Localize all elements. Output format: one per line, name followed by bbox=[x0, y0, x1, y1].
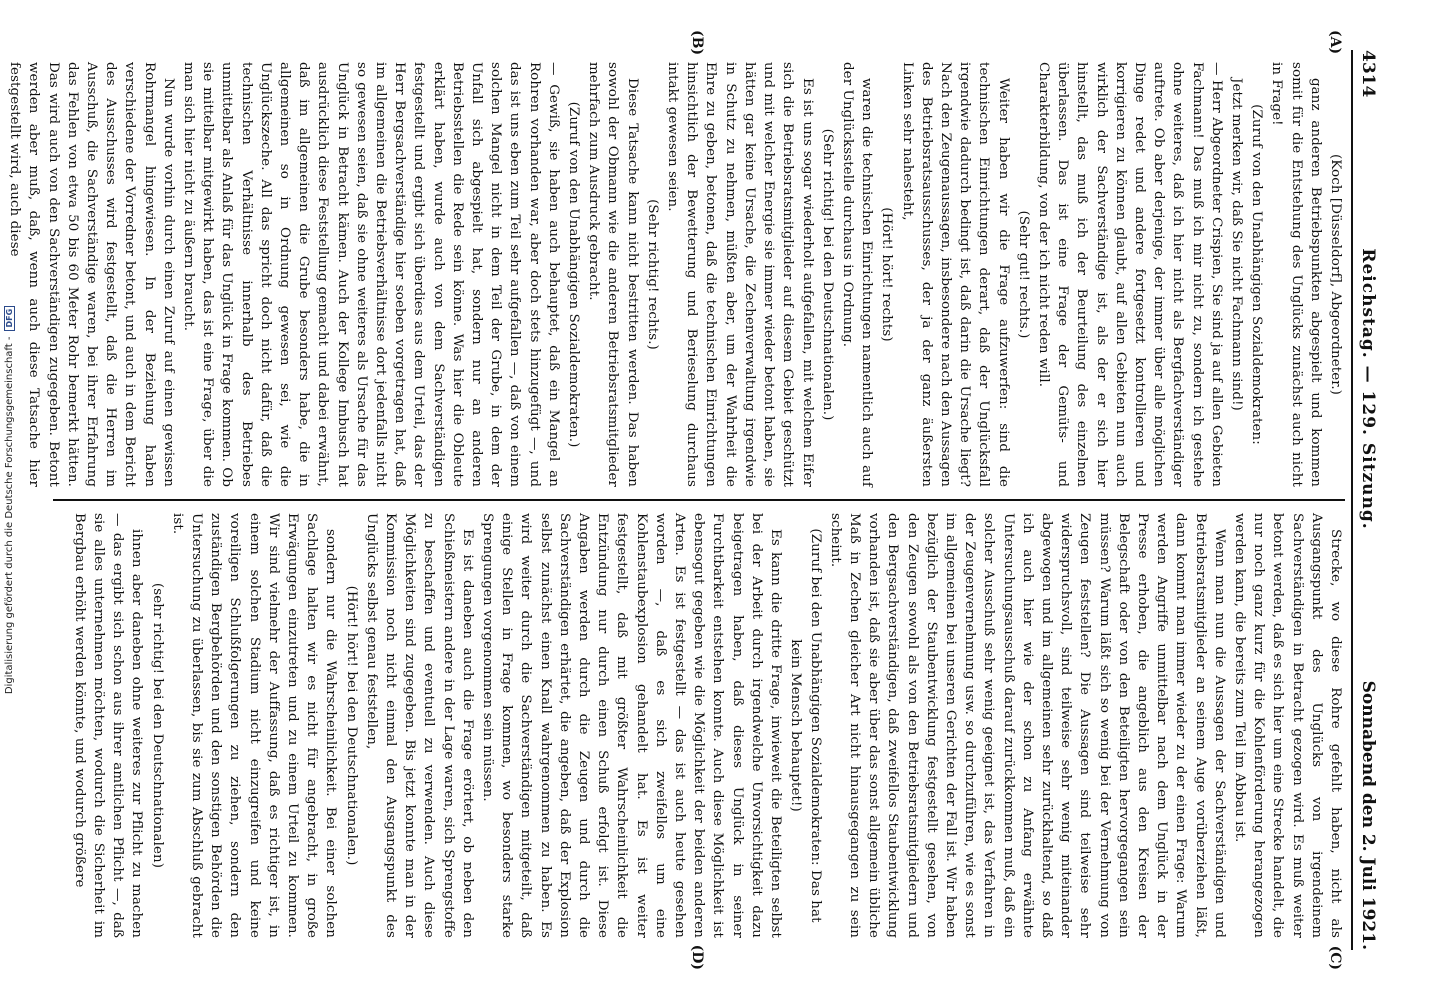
paragraph: sondern nur die Wahrscheinlichkeit. Bei einer solchen Sachlage halten wir es nicht für angebracht, in große Erwägungen einzutreten und zu einem Urteil zu kommen. Wir sind vielmehr der Auffassung, daß es richtiger ist, in einem solchen Stadium nicht einzugreifen und keine voreiligen Schlußfolgerungen zu ziehen, sondern den zuständigen Bergbehörden und den sonstigen Behörden die Untersuchung zu überlassen, bis sie zum Abschluß gebracht ist. bbox=[169, 513, 339, 938]
paragraph: (Sehr richtig! rechts.) bbox=[644, 199, 660, 350]
right-column-body bbox=[70, 513, 1345, 938]
page-date: Sonnabend den 2. Juli 1921. bbox=[1358, 680, 1378, 950]
margin-marker-d: (D) bbox=[689, 944, 705, 970]
dfg-logo: DFG bbox=[4, 306, 15, 331]
paragraph: Jetzt merken wir, daß Sie nicht Fachmann sind!) bbox=[1228, 78, 1244, 411]
paragraph: Nun wurde vorhin durch einen Zuruf auf einen gewissen Rohrmangel hingewiesen. In der Beziehung haben verschiedene der Vorredner betont, und auch in dem Bericht des Ausschusses wird festgestellt, daß die Herren im Ausschuß, die Sachverständige waren, bei ihrer Erfahrung das Fehlen von etwa 50 bis 60 Meter Rohr bemerkt hätten. Das wird auch von den Sachverständigen zugegeben. Betont werden aber muß, daß, wenn auch diese Tatsache hier festgestellt wird, auch diese bbox=[7, 62, 176, 487]
credit-text: Digitalisierung gefördert durch die Deutsche Forschungsgemeinschaft - bbox=[3, 336, 15, 695]
paragraph: (Zuruf von den Unabhängigen Sozialdemokraten.) bbox=[566, 101, 582, 448]
margin-marker-b: (B) bbox=[689, 30, 705, 56]
paragraph: — Herr Abgeordneter Crispien, Sie sind ja auf allen Gebieten Fachmann! Das muß ich mir nicht zu, sondern ich gestehe ohne weiteres, daß ich hier nicht als Bergfachverständiger auftrete. Ob aber derjenige, der immer über alle möglichen Dinge redet und andere fortgesetzt kontrollieren und korrigieren zu können glaubt, auf allen Gebieten nun auch wirklich der Sachverständige ist, als der er sich hier hinstellt, das muß ich der Beurteilung des einzelnen überlassen. Das ist eine Frage der Gemüts- und Charakterbildung, von der ich nicht reden will. bbox=[1035, 62, 1224, 487]
paragraph: (Zuruf bei den Unabhängigen Sozialdemokraten: Das hat kein Mensch behauptet!) bbox=[788, 528, 823, 923]
page-title: Reichstag. — 129. Sitzung. bbox=[1358, 248, 1378, 530]
right-column bbox=[53, 501, 1345, 970]
paragraph: Diese Tatsache kann nicht bestritten werden. Das haben sowohl der Obmann wie die anderen Betriebsratsmitglieder mehrfach zum Ausdruck gebracht. bbox=[586, 62, 640, 487]
page-number: 4314 bbox=[1358, 50, 1378, 98]
paragraph: waren die technischen Einrichtungen namentlich auch auf der Unglücksstelle durchaus in Ordnung. bbox=[839, 62, 875, 487]
paragraph: Strecke, wo diese Rohre gefehlt haben, nicht als Ausgangspunkt des Unglücks von irgendeinem Sachverständigen in Betracht gezogen wird. Es muß weiter betont werden, daß es sich hier um eine Strecke handelt, die nur noch ganz kurz für die Kohlenförderung herangezogen werden kann, die bereits zum Teil im Abbau ist. bbox=[1231, 513, 1343, 938]
margin-marker-a: (A) bbox=[1327, 30, 1343, 55]
paragraph: Wenn man nun die Aussagen der Sachverständigen und Betriebsratsmitglieder an seinem Auge vorüberziehen läßt, dann kommt man immer wieder zu der einen Frage: Warum werden Angriffe unmittelbar nach dem Unglück in der Presse erhoben, die angeblich aus den Kreisen der Belegschaft oder von den Beteiligten hervorgegangen sein müssen? Warum läßt sich so wenig bei der Vernehmung von Zeugen feststellen? Die Aussagen sind teilweise sehr widerspruchsvoll, sind teilweise sehr wenig miteinander abgewogen und im allgemeinen sehr zurückhaltend, so daß ich auch hier wie der schon zu Anfang erwähnte Untersuchungsausschuß darauf zurückkommen muß, daß ein solcher Ausschuß sehr wenig geeignet ist, das Verfahren in der Zeugenvernehmung usw. so durchzuführen, wie es sonst im allgemeinen bei unseren Gerichten der Fall ist. Wir haben bezüglich der Staubentwicklung festgestellt gesehen, von den Zeugen sowohl als von den Betriebsratsmitgliedern und den Bergsachverständigen, daß zweifellos Staubentwicklung vorhanden ist, daß sie aber über das sonst allgemein übliche Maß in Zechen gleicher Art nicht hinausgegangen zu sein scheint. bbox=[827, 513, 1227, 938]
paragraph: (Hört! hört! rechts) bbox=[879, 207, 895, 342]
paragraph: (Zuruf von den Unabhängigen Sozialdemokraten: bbox=[1249, 104, 1265, 445]
paragraph: (Hört! hört! bei den Deutschnationalen.) bbox=[343, 585, 359, 866]
paragraph: (Sehr richtig! bei den Deutschnationalen.) bbox=[819, 128, 835, 421]
paragraph: (Koch [Düsseldorf], Abgeordneter.) bbox=[1328, 153, 1343, 395]
paragraph: ihnen aber daneben ohne weiteres zur Pflicht zu machen — das ergibt sich schon aus ihrer amtlichen Pflicht —, daß sie alles unternehmen möchten, wodurch die Sicherheit im Bergbau erhöht werden könnte, und wodurch größere bbox=[71, 513, 145, 938]
paragraph: — Gewiß, sie haben auch behauptet, daß ein Mangel an Rohren vorhanden war, aber doch stets hinzugefügt —, und das ist uns eben zum Teil sehr aufgefallen —, daß von einem solchen Mangel nicht in dem Teil der Grube, in dem der Unfall sich abgespielt hat, sondern nur an anderen Betriebsstellen die Rede sein könne. Was hier die Obleute erklärt haben, wurde auch von dem Sachverständigen festgestellt und ergibt sich überdies aus dem Urteil, das der Herr Bergsachverständige hier soeben vorgetragen hat, daß im allgemeinen die Betriebsverhältnisse dort jedenfalls nicht so gewesen seien, daß sie ohne weiteres als Ursache für das Unglück in Betracht kämen. Auch der Kollege Imbusch hat ausdrücklich diese Feststellung gemacht und dabei erwähnt, daß im allgemeinen die Grube besonders habe, die in allgemeinen so in Ordnung gewesen sei, wie die Unglückszeche. All das spricht doch nicht dafür, daß die technischen Verhältnisse innerhalb des Betriebes unmittelbar als Anlaß für das Unglück in Frage kommen. Ob sie mittelbar mitgewirkt haben, das ist eine Frage, über die man sich hier nicht zu äußern braucht. bbox=[181, 62, 561, 487]
paragraph: Es kann die dritte Frage, inwieweit die Beteiligten selbst bei der Arbeit durch irgendwelche Unvorsichtigkeit dazu beigetragen haben, daß dieses Unglück in seiner Furchtbarkeit entstehen konnte. Auch diese Möglichkeit ist ebensogut gegeben wie die Möglichkeit der beiden anderen Arten. Es ist festgestellt — das ist auch heute gesehen worden —, daß es sich zweifellos um eine Kohlenstaubexplosion gehandelt hat. Es ist weiter festgestellt, daß mit größter Wahrscheinlichkeit die Entzündung nur durch einen Schuß erfolgt ist. Diese Angaben werden durch die Zeugen und durch die Sachverständigen erhärtet, die angeben, daß der Explosion selbst zunächst einen Knall wahrgenommen zu haben. Es wird weiter durch die Sachverständigen mitgeteilt, daß einige Stellen in Frage kommen, wo besonders starke Sprengungen vorgenommen sein müssen. bbox=[480, 513, 784, 938]
paragraph: (Sehr gut! rechts.) bbox=[1015, 210, 1031, 339]
paragraph: Es ist daneben auch die Frage erörtert, ob neben den Schießmeistern andere in der Lage waren, sich Sprengstoffe zu beschaffen und eventuell zu verwenden. Auch diese Möglichkeiten sind zugegeben. Bis jetzt konnte man in der Kommission noch nicht einmal den Ausgangspunkt des Unglücks selbst genau feststellen, bbox=[363, 513, 475, 938]
left-column-body bbox=[5, 62, 1345, 487]
paragraph: ganz anderen Betriebspunkten abgespielt und kommen somit für die Entstehung des Unglücks zunächst auch nicht in Frage! bbox=[1269, 62, 1323, 487]
margin-marker-c: (C) bbox=[1327, 945, 1343, 970]
paragraph: Es ist uns sogar wiederholt aufgefallen, mit welchem Eifer sich die Betriebsratsmitglieder auf diesem Gebiet geschützt und mit welcher Energie sie immer wieder betont haben, sie hätten gar keine Ursache, die Zechenverwaltung irgendwie in Schutz zu nehmen, müßten aber, um der Wahrheit die Ehre zu geben, betonen, daß die technischen Einrichtungen hinsichtlich der Bewetterung und Berieselung durchaus intakt gewesen seien. bbox=[665, 62, 815, 487]
page-header bbox=[1351, 50, 1383, 950]
paragraph: Weiter haben wir die Frage aufzuwerfen: sind die technischen Einrichtungen derart, daß der Unglücksfall irgendwie dadurch bedingt ist, daß darin die Ursache liegt? Nach den Zeugenaussagen, insbesondere nach den Aussagen des Betriebsratsausschusses, der ja der ganz äußersten Linken sehr nahesteht, bbox=[899, 62, 1011, 487]
paragraph: (sehr richtig! bei den Deutschnationalen) bbox=[149, 582, 165, 869]
